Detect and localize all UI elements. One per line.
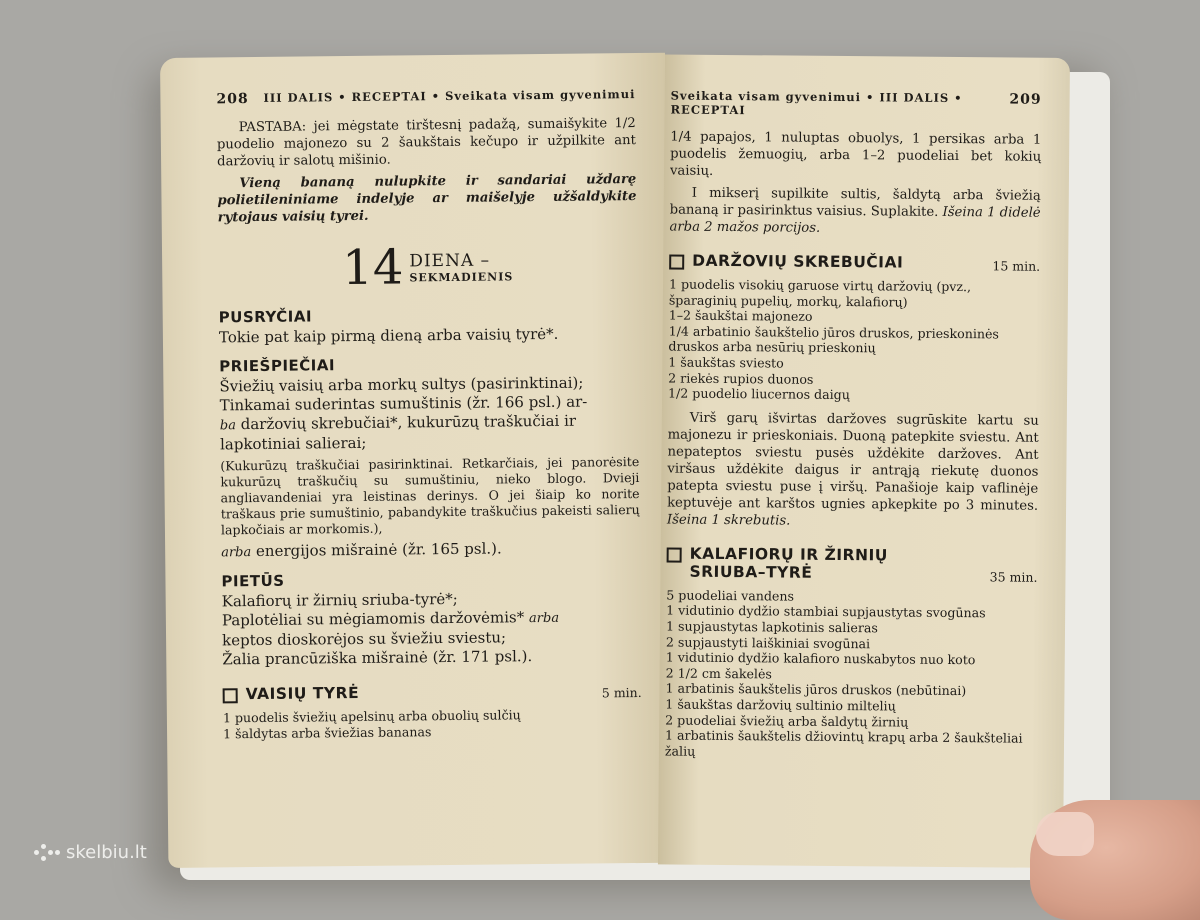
ingredient: 1/4 arbatinio šaukštelio jūros druskos, prieskoninės druskos arba nesūrių prieskonių bbox=[668, 323, 1000, 356]
ingredient: 1 vidutinio dydžio stambiai supjaustytas svogūnas bbox=[666, 602, 986, 621]
ingredient: 1 puodelis šviežių apelsinų arba obuolių sulčių bbox=[222, 707, 521, 726]
ingredient: 5 puodeliai vandens bbox=[666, 587, 795, 604]
recipe-time: 15 min. bbox=[992, 258, 1041, 274]
note-paragraph: PASTABA: jei mėgstate tirštesnį padažą, sumaišykite 1/2 puodelio majonezo su 2 šaukštais kečupo ir užpilkite ant daržovių ir salotų mišinio. bbox=[216, 116, 636, 170]
ingredient: 1 šaldytas arba šviežias bananas bbox=[222, 723, 432, 741]
banana-note: Vieną bananą nulupkite ir sandariai uždarę polietileniniame indelyje ar maišelyje užšaldykite rytojaus vaisių tyrei. bbox=[217, 172, 637, 226]
ingredient: 2 puodeliai šviežių arba šaldytų žirnių bbox=[665, 711, 909, 730]
lunch-line-3-or: ba bbox=[219, 418, 237, 434]
watermark-text: skelbiu.lt bbox=[66, 842, 147, 863]
recipe-title-line-2: SRIUBA–TYRĖ bbox=[689, 562, 813, 582]
page-number-left: 208 bbox=[216, 91, 249, 108]
breakfast-line: Tokie pat kaip pirmą dieną arba vaisių tyrė*. bbox=[218, 324, 559, 347]
method-paragraph bbox=[667, 409, 1039, 531]
ingredient: 2 1/2 cm šakelės bbox=[665, 665, 772, 682]
checkbox-square-icon bbox=[223, 688, 238, 703]
ingredient: 1 puodelis visokių garuose virtų daržovių (pvz., šparaginių pupelių, morkų, kalafiorų) bbox=[668, 276, 972, 310]
ingredient: 1 vidutinio dydžio kalafioro nuskabytos nuo koto bbox=[665, 649, 976, 668]
lunch-line-2: Tinkamai suderintas sumuštinis (žr. 166 psl.) ar- bbox=[219, 392, 588, 415]
method-yield: Išeina 1 skrebutis. bbox=[666, 512, 791, 529]
watermark bbox=[34, 842, 147, 863]
day-number: 14 bbox=[341, 239, 404, 297]
recipe-toast-head bbox=[669, 252, 1040, 274]
dinner-line-2-or: arba bbox=[528, 610, 560, 627]
checkbox-square-icon bbox=[669, 255, 684, 270]
recipe-fruit-puree-head bbox=[223, 681, 642, 704]
watermark-dots-icon bbox=[34, 844, 60, 862]
ingredient: 1 arbatinis šaukštelis džiovintų krapų arba 2 šaukšteliai žalių bbox=[664, 727, 1023, 759]
lunch-aside: (Kukurūzų traškučiai pasirinktinai. Retkarčiais, jei panorėsite kukurūzų traškučių su sumuštiniu, nieko blogo. Dvieji angliavandeniai yra leistinas derinys. O jei šiaip ko norite traškaus prie sumuštinio, pabandykite traškučius pakeisti salierų lapkočiais ar morkomis.), bbox=[220, 454, 640, 538]
ingredient: 2 supjaustyti laiškiniai svogūnai bbox=[665, 634, 871, 651]
left-page bbox=[160, 53, 673, 868]
lunch-last-line bbox=[221, 538, 640, 562]
recipe-time: 5 min. bbox=[601, 684, 642, 701]
lunch-line-1: Šviežių vaisių arba morkų sultys (pasirinktinai); bbox=[219, 373, 584, 396]
day-word: DIENA – bbox=[409, 250, 491, 271]
top-paragraph: 1/4 papajos, 1 nuluptas obuolys, 1 persikas arba 1 puodelis žemuogių, arba 1–2 puodeliai bet kokių vaisių. bbox=[669, 129, 1042, 179]
recipe-time: 35 min. bbox=[989, 569, 1038, 585]
lunch-last-text: energijos mišrainė (žr. 165 psl.). bbox=[251, 539, 502, 561]
ingredient: 2 riekės rupios duonos bbox=[668, 370, 814, 387]
mix-yield: Išeina 1 didelė arba 2 mažos porcijos. bbox=[669, 204, 1041, 236]
right-page bbox=[658, 54, 1070, 868]
recipe-title: VAISIŲ TYRĖ bbox=[245, 683, 360, 704]
ingredient: 1 supjaustytas lapkotinis salieras bbox=[665, 618, 878, 636]
checkbox-square-icon bbox=[667, 547, 682, 562]
dinner-line-3: Žalia prancūziška mišrainė (žr. 171 psl.). bbox=[222, 647, 533, 669]
lunch-last-or: arba bbox=[221, 545, 252, 561]
running-head-text-left: III DALIS • RECEPTAI • Sveikata visam gyvenimui bbox=[263, 87, 636, 105]
breakfast-heading: PUSRYČIAI bbox=[218, 307, 313, 327]
ingredient: 1–2 šaukštai majonezo bbox=[668, 307, 813, 324]
lunch-line-3 bbox=[220, 411, 639, 454]
method-text: Virš garų išvirtas daržoves sugrūskite kartu su majonezu ir prieskoniais. Duoną patepkite sviestu. Ant nepateptos sviestu pusės uždėkite daržoves. Ant viršaus uždėkite daigus ir antrąją riekutę duonos patepta sviestu puse į viršų. Panašioje kaip vaflinėje keptuvėje ant karštos ugnies apkepkite po 3 minutes. bbox=[667, 410, 1039, 514]
recipe-title: DARŽOVIŲ SKREBUČIAI bbox=[692, 251, 904, 272]
recipe-title-line-1: KALAFIORŲ IR ŽIRNIŲ bbox=[689, 544, 888, 565]
mix-text: I mikserį supilkite sultis, šaldytą arba šviežią bananą ir pasirinktus vaisius. Suplakite. bbox=[669, 185, 1041, 220]
dinner-heading: PIETŪS bbox=[221, 571, 285, 591]
thumbnail-nail bbox=[1036, 812, 1094, 856]
recipe-soup-head bbox=[666, 544, 1037, 584]
running-head-left bbox=[216, 87, 635, 107]
running-head-right bbox=[670, 89, 1041, 120]
ingredient: 1 arbatinis šaukštelis jūros druskos (nebūtinai) bbox=[665, 680, 967, 699]
mix-paragraph bbox=[669, 185, 1040, 239]
day-weekday: SEKMADIENIS bbox=[409, 269, 514, 284]
day-heading bbox=[218, 239, 638, 297]
lunch-line-3-text: daržovių skrebučiai*, kukurūzų traškučiai ir lapkotiniai salierai; bbox=[219, 411, 577, 454]
lunch-heading: PRIEŠPIEČIAI bbox=[219, 356, 336, 376]
ingredient: 1 šaukštas sviesto bbox=[668, 354, 784, 371]
dinner-line-2a: Paplotėliai su mėgiamomis daržovėmis* bbox=[221, 608, 530, 630]
ingredient: 1/2 puodelio liucernos daigų bbox=[667, 385, 850, 403]
dinner-line-2b: keptos dioskorėjos su šviežiu sviestu; bbox=[222, 628, 507, 650]
running-head-text-right: Sveikata visam gyvenimui • III DALIS • RECEPTAI bbox=[670, 88, 963, 118]
ingredient: 1 šaukštas daržovių sultinio miltelių bbox=[665, 696, 896, 714]
page-number-right: 209 bbox=[1009, 91, 1042, 108]
dinner-line-1: Kalafiorų ir žirnių sriuba-tyrė*; bbox=[221, 589, 458, 611]
